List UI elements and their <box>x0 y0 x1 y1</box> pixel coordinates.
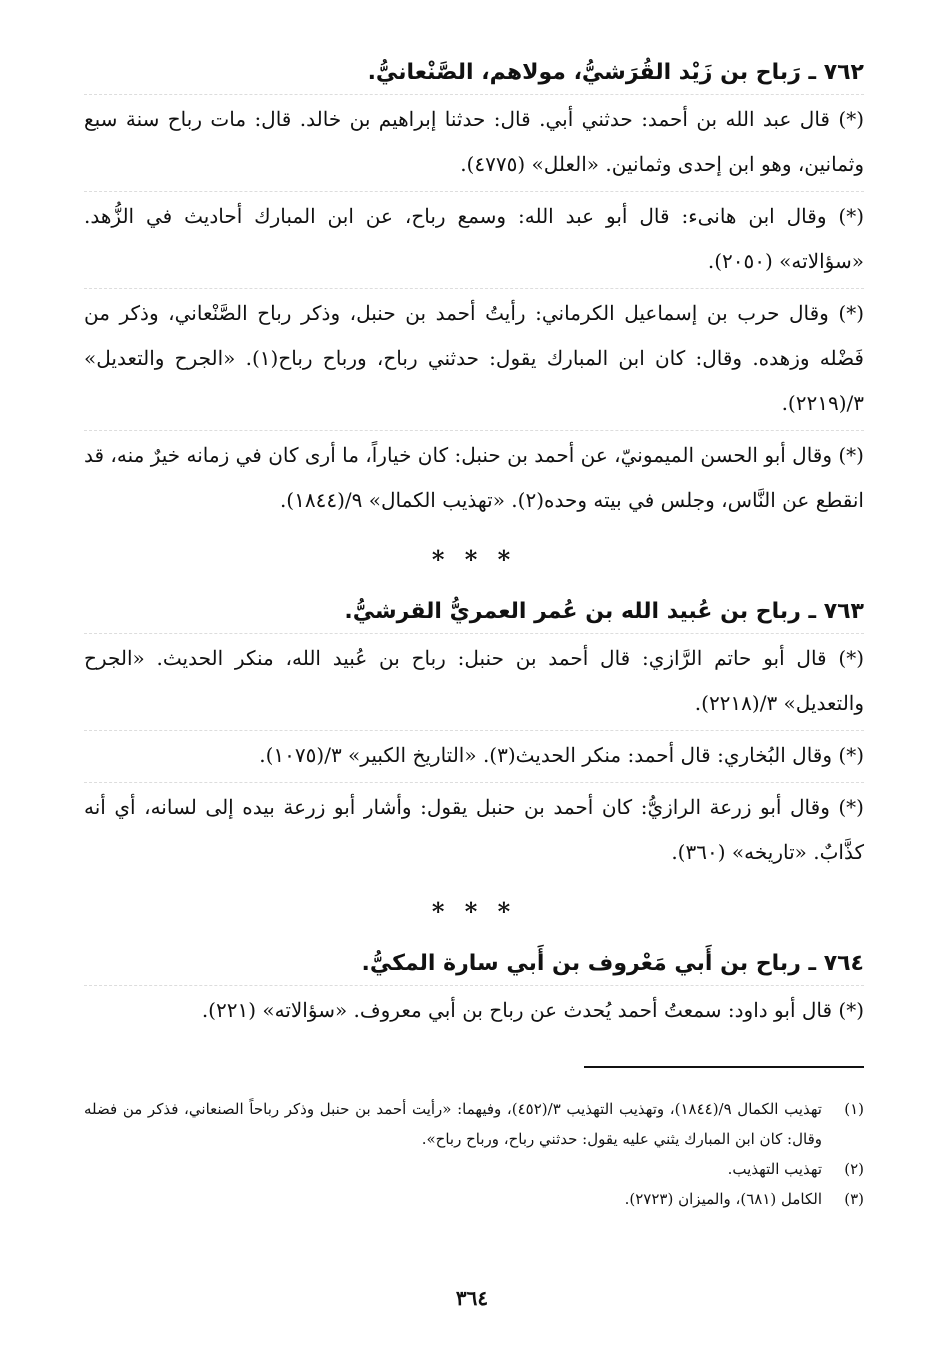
footnote-number: (١) <box>844 1100 864 1118</box>
entry-paragraph: (*) وقال أبو الحسن الميمونيّ، عن أحمد بن حنبل: كان خياراً، ما أرى كان في زمانه خيرٌ منه، قد انقطع عن النَّاس، وجلس في بيته وحده(٢). «تهذيب الكمال» ٩/(١٨٤٤). <box>84 430 864 523</box>
entry-paragraph: (*) قال أبو حاتم الرَّازي: قال أحمد بن حنبل: رباح بن عُبيد الله، منكر الحديث. «الجرح والتعديل» ٣/(٢٢١٨). <box>84 633 864 726</box>
entry-764 <box>84 945 864 1033</box>
entry-762 <box>84 54 864 523</box>
entry-paragraph: (*) قال أبو داود: سمعتُ أحمد يُحدث عن رباح بن أبي معروف. «سؤالاته» (٢٢١). <box>84 985 864 1033</box>
footnote-separator <box>584 1066 864 1068</box>
footnote <box>84 1094 864 1154</box>
page-number: ٣٦٤ <box>455 1286 489 1310</box>
entry-paragraph: (*) وقال ابن هانىء: قال أبو عبد الله: وسمع رباح، عن ابن المبارك أحاديث في الزُّهد. «سؤالاته» (٢٠٥٠). <box>84 191 864 284</box>
section-separator: * * * <box>431 545 517 574</box>
entry-paragraph: (*) قال عبد الله بن أحمد: حدثني أبي. قال: حدثنا إبراهيم بن خالد. قال: مات رباح سنة سبع وثمانين، وهو ابن إحدى وثمانين. «العلل» (٤٧٧٥). <box>84 94 864 187</box>
footnote-number: (٣) <box>844 1190 864 1208</box>
entry-paragraph: (*) وقال البُخاري: قال أحمد: منكر الحديث(٣). «التاريخ الكبير» ٣/(١٠٧٥). <box>84 730 864 778</box>
entry-paragraph: (*) وقال أبو زرعة الرازيُّ: كان أحمد بن حنبل يقول: وأشار أبو زرعة بيده إلى لسانه، أي أنه كذَّابٌ. «تاريخه» (٣٦٠). <box>84 782 864 875</box>
footnote <box>84 1154 864 1184</box>
footnote-number: (٢) <box>844 1160 864 1178</box>
footnote <box>84 1184 864 1214</box>
section-separator: * * * <box>431 897 517 926</box>
entry-763 <box>84 593 864 875</box>
entry-title: ٧٦٢ ـ رَباح بن زَيْد القُرَشيُّ، مولاهم، الصَّنْعانيُّ. <box>367 60 864 85</box>
footnote-text: الكامل (٦٨١)، والميزان (٢٧٢٣). <box>624 1190 822 1208</box>
entry-title: ٧٦٤ ـ رباح بن أَبي مَعْروف بن أَبي سارة المكيُّ. <box>361 951 864 976</box>
entry-title: ٧٦٣ ـ رباح بن عُبيد الله بن عُمر العمريُّ القرشيُّ. <box>344 599 864 624</box>
entry-paragraph: (*) وقال حرب بن إسماعيل الكرماني: رأيتُ أحمد بن حنبل، وذكر رباح الصَّنْعاني، وذكر من فَضْله وزهده. وقال: كان ابن المبارك يقول: حدثني رباح، ورباح رباح(١). «الجرح والتعديل» ٣/(٢٢١٩). <box>84 288 864 426</box>
footnote-text: تهذيب التهذيب. <box>727 1160 822 1178</box>
footnotes <box>84 1094 864 1214</box>
footnote-text: تهذيب الكمال ٩/(١٨٤٤)، وتهذيب التهذيب ٣/(٤٥٢)، وفيهما: «رأيت أحمد بن حنبل وذكر رباحاً الصنعاني، فذكر من فضله وقال: كان ابن المبارك يثني عليه يقول: حدثني رباح، ورباح رباح». <box>84 1100 822 1148</box>
